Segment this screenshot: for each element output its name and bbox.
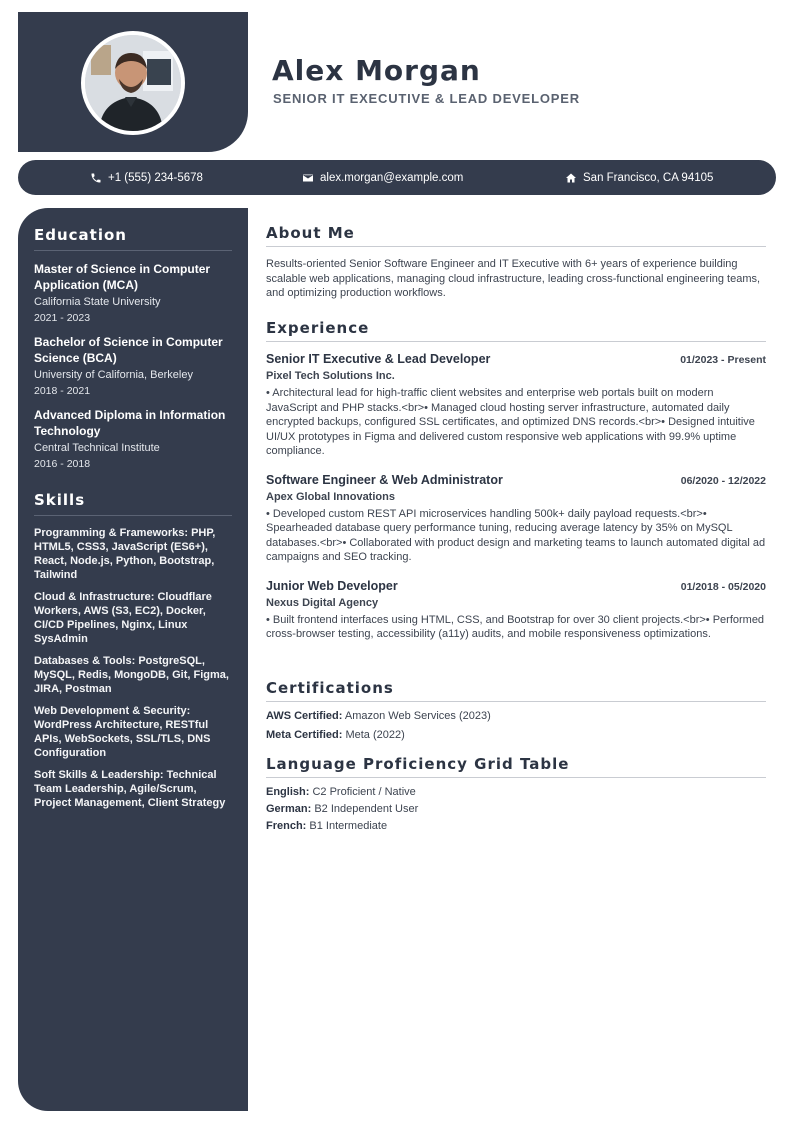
job-title: Junior Web Developer [266, 578, 398, 593]
skill-item: Web Development & Security: WordPress Architecture, RESTful APIs, WebSockets, SSL/TLS, DNS Configuration [34, 705, 211, 759]
home-icon [565, 172, 577, 184]
job-description: • Built frontend interfaces using HTML, CSS, and Bootstrap for over 30 client projects.<br>• Performed cross-browser testing, accessibility (a11y) audits, and mobile responsiveness optimizations. [266, 613, 765, 640]
experience-section [266, 319, 766, 642]
experience-heading: Experience [266, 319, 766, 342]
languages-section [266, 755, 766, 832]
certification-label: AWS Certified: [266, 710, 343, 722]
job-entry [266, 579, 766, 642]
language-label: French: [266, 820, 307, 832]
photo-panel [18, 12, 248, 152]
language-label: German: [266, 803, 312, 815]
phone-number[interactable]: +1 (555) 234-5678 [108, 171, 203, 184]
job-title: SENIOR IT EXECUTIVE & LEAD DEVELOPER [273, 91, 580, 106]
about-heading: About Me [266, 224, 766, 247]
language-label: English: [266, 786, 310, 798]
certification-label: Meta Certified: [266, 729, 343, 741]
job-description: • Architectural lead for high-traffic client websites and enterprise web portals built on modern JavaScript and PHP stacks.<br>• Managed cloud hosting server infrastructure, automated daily encrypted backups, configured SSL certificates, and optimized DNS records.<br>• Designed intuitive UI/UX prototypes in Figma and delivered custom responsive web applications with 99.9% uptime compliance. [266, 387, 755, 457]
job-company: Pixel Tech Solutions Inc. [266, 370, 395, 382]
language-item [266, 803, 766, 815]
skill-item: Soft Skills & Leadership: Technical Team Leadership, Agile/Scrum, Project Management, Client Strategy [34, 769, 226, 809]
certification-value: Amazon Web Services (2023) [344, 710, 491, 722]
contact-location [565, 160, 713, 195]
job-company: Apex Global Innovations [266, 490, 395, 503]
about-section [266, 224, 766, 301]
location-text: San Francisco, CA 94105 [583, 171, 714, 184]
job-dates: 06/2020 - 12/2022 [680, 474, 766, 487]
envelope-icon [302, 172, 314, 184]
job-entry [266, 473, 766, 565]
about-text: Results-oriented Senior Software Engineer and IT Executive with 6+ years of experience building scalable web applications, managing cloud infrastructure, leading cross-functional engineering teams, and optimizing production workflows. [266, 258, 761, 299]
skill-item: Cloud & Infrastructure: Cloudflare Workers, AWS (S3, EC2), Docker, CI/CD Pipelines, Nginx, Linux SysAdmin [34, 591, 212, 645]
certification-item [266, 729, 766, 741]
email-address[interactable]: alex.morgan@example.com [320, 171, 464, 184]
education-item [34, 334, 232, 397]
job-company: Nexus Digital Agency [266, 596, 379, 609]
job-description: • Developed custom REST API microservices handling 500k+ daily payload requests.<br>• Spearheaded database query performance tuning, reducing average latency by 35% on MySQL databases.<br>• Collaborated with product design and marketing teams to launch automated digital ad campaigns and SEO tracking. [266, 507, 766, 563]
sidebar [18, 208, 248, 1111]
phone-icon [90, 172, 102, 184]
education-degree: Master of Science in Computer Application (MCA) [34, 262, 211, 292]
job-dates: 01/2023 - Present [680, 354, 766, 366]
certifications-section [266, 679, 766, 741]
education-school: University of California, Berkeley [34, 369, 193, 381]
education-item [34, 407, 232, 470]
education-years: 2021 - 2023 [34, 312, 91, 324]
education-degree: Bachelor of Science in Computer Science (BCA) [34, 335, 223, 365]
education-school: California State University [34, 296, 161, 308]
education-years: 2016 - 2018 [34, 458, 91, 470]
skill-item: Programming & Frameworks: PHP, HTML5, CSS3, JavaScript (ES6+), React, Node.js, Python, Bootstrap, Tailwind [34, 527, 216, 581]
language-item [266, 820, 766, 832]
job-title: Software Engineer & Web Administrator [266, 472, 503, 487]
contact-phone [90, 160, 203, 195]
language-level: C2 Proficient / Native [312, 786, 416, 798]
education-section [34, 226, 232, 470]
education-degree: Advanced Diploma in Information Technology [34, 408, 226, 438]
education-school: Central Technical Institute [34, 442, 160, 454]
languages-heading: Language Proficiency Grid Table [266, 755, 766, 778]
profile-photo [85, 35, 181, 131]
language-level: B1 Intermediate [309, 820, 388, 832]
contact-email [302, 160, 463, 195]
certifications-heading: Certifications [266, 679, 766, 702]
education-item [34, 261, 232, 324]
full-name: Alex Morgan [272, 54, 481, 87]
education-heading: Education [34, 226, 232, 251]
certification-value: Meta (2022) [345, 729, 405, 741]
language-level: B2 Independent User [314, 803, 419, 815]
job-entry [266, 352, 766, 459]
skill-item: Databases & Tools: PostgreSQL, MySQL, Redis, MongoDB, Git, Figma, JIRA, Postman [34, 655, 229, 695]
job-dates: 01/2018 - 05/2020 [680, 580, 766, 593]
certification-item [266, 710, 766, 722]
language-item [266, 786, 766, 798]
avatar [81, 31, 185, 135]
job-title: Senior IT Executive & Lead Developer [266, 352, 491, 366]
contact-bar [18, 160, 776, 195]
education-years: 2018 - 2021 [34, 385, 91, 397]
skills-section [34, 491, 232, 810]
skills-heading: Skills [34, 491, 232, 516]
